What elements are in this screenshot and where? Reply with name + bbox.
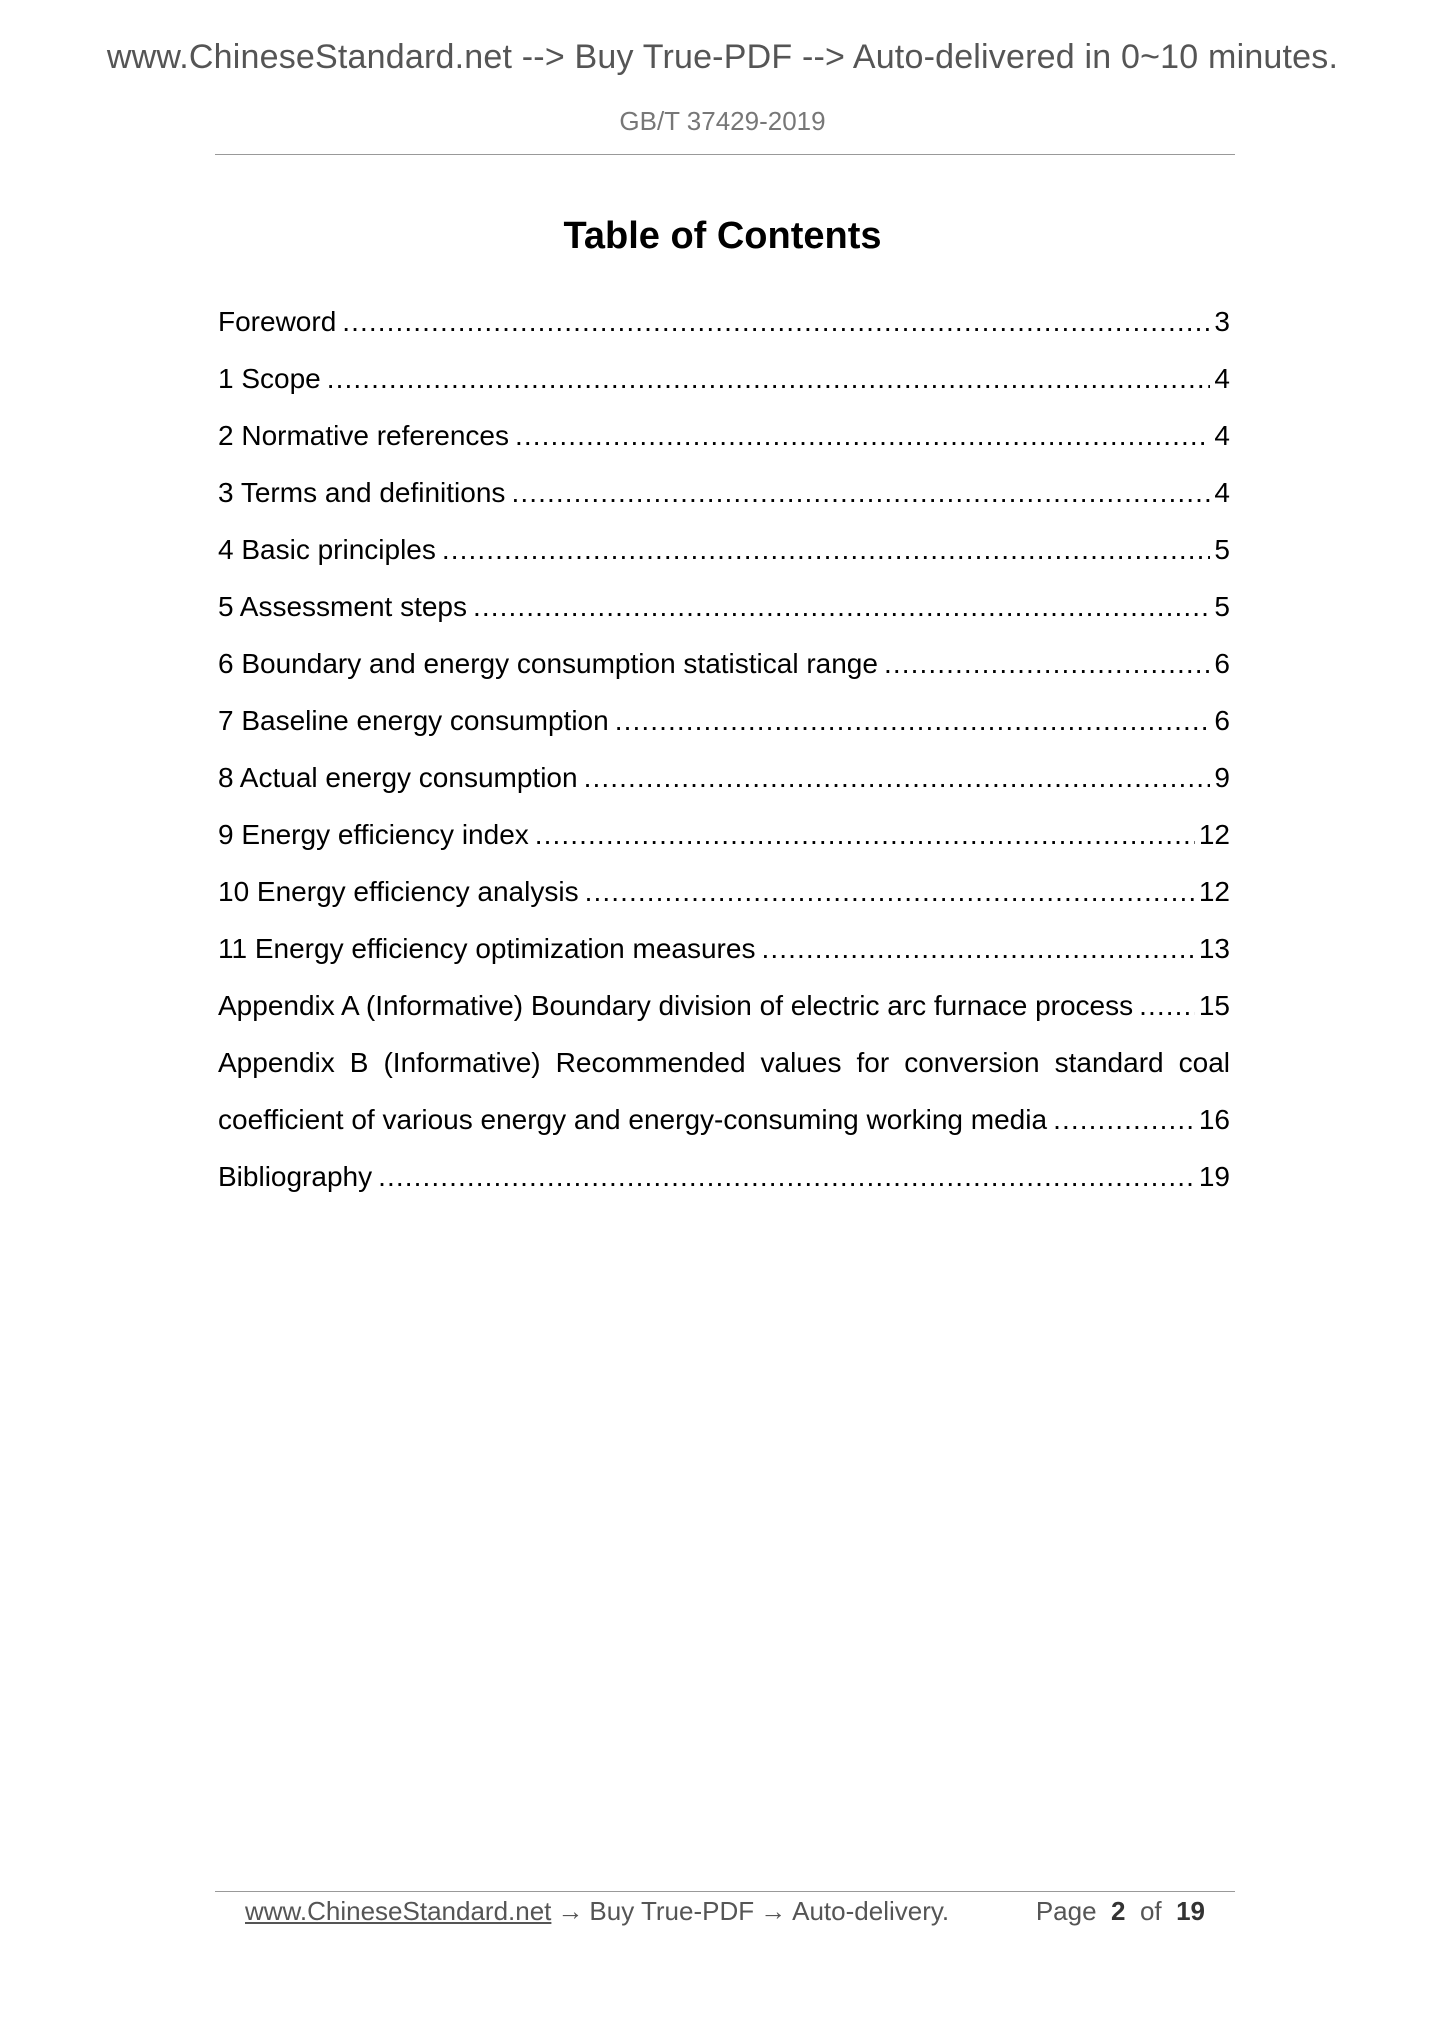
top-banner: www.ChineseStandard.net --> Buy True-PDF --> Auto-delivered in 0~10 minutes.: [106, 38, 1339, 76]
toc-leader-dots: [511, 476, 1210, 510]
toc-entry-label: 7 Baseline energy consumption: [218, 705, 609, 736]
toc-page-number: 5: [1214, 534, 1230, 565]
toc-page-number: 16: [1198, 1104, 1230, 1135]
toc-page-number: 4: [1214, 363, 1230, 394]
toc-entry-label: 10 Energy efficiency analysis: [218, 876, 579, 907]
footer-divider: [215, 1891, 1235, 1892]
toc-page-number: 13: [1198, 933, 1230, 964]
toc-page-number: 12: [1198, 819, 1230, 850]
page-word: Page: [1035, 1896, 1097, 1926]
toc-entry-actual-energy[interactable]: [218, 761, 1230, 818]
toc-page-number: 3: [1214, 306, 1230, 337]
of-word: of: [1139, 1896, 1162, 1926]
toc-leader-dots: [615, 704, 1211, 738]
toc-leader-dots: [1139, 989, 1195, 1023]
toc-entry-label: Appendix B (Informative) Recommended values for conversion standard coal: [218, 1047, 1230, 1078]
toc-entry-foreword[interactable]: [218, 305, 1230, 362]
toc-leader-dots: [327, 362, 1211, 396]
toc-leader-dots: [442, 533, 1211, 567]
toc-entry-assessment-steps[interactable]: [218, 590, 1230, 647]
toc-entry-label: 6 Boundary and energy consumption statistical range: [218, 648, 878, 679]
toc-page-number: 6: [1214, 648, 1230, 679]
toc-entry-label: 1 Scope: [218, 363, 321, 394]
toc-entry-optimization-measures[interactable]: [218, 932, 1230, 989]
toc-leader-dots: [473, 590, 1210, 624]
toc-page-number: 9: [1214, 762, 1230, 793]
document-code: GB/T 37429-2019: [619, 106, 826, 136]
toc-entry-label: 11 Energy efficiency optimization measures: [218, 933, 756, 964]
toc-page-number: 4: [1214, 420, 1230, 451]
arrow-right-icon: →: [760, 1896, 787, 1926]
toc-entry-label: Foreword: [218, 306, 337, 337]
total-pages-number: 19: [1176, 1896, 1205, 1926]
toc-page-number: 6: [1214, 705, 1230, 736]
toc-entry-boundary-range[interactable]: [218, 647, 1230, 704]
toc-entry-baseline-energy[interactable]: [218, 704, 1230, 761]
toc-entry-label: 3 Terms and definitions: [218, 477, 506, 508]
footer-website-link[interactable]: www.ChineseStandard.net: [245, 1896, 552, 1926]
toc-entry-label: Appendix A (Informative) Boundary division of electric arc furnace process: [218, 990, 1134, 1021]
toc-leader-dots: [584, 761, 1211, 795]
toc-title: Table of Contents: [563, 215, 882, 257]
toc-leader-dots: [515, 419, 1210, 453]
toc-entry-scope[interactable]: [218, 362, 1230, 419]
toc-leader-dots: [342, 305, 1210, 339]
toc-entry-appendix-b-line1[interactable]: [218, 1046, 1230, 1103]
toc-leader-dots: [1053, 1103, 1195, 1137]
toc-leader-dots: [535, 818, 1195, 852]
arrow-right-icon: →: [557, 1896, 584, 1926]
toc-entry-basic-principles[interactable]: [218, 533, 1230, 590]
toc-entry-terms-definitions[interactable]: [218, 476, 1230, 533]
toc-leader-dots: [761, 932, 1194, 966]
toc-entry-bibliography[interactable]: [218, 1160, 1230, 1217]
toc-entry-efficiency-analysis[interactable]: [218, 875, 1230, 932]
toc-entry-normative-references[interactable]: [218, 419, 1230, 476]
toc-leader-dots: [378, 1160, 1195, 1194]
toc-entry-efficiency-index[interactable]: [218, 818, 1230, 875]
toc-entry-label: coefficient of various energy and energy-consuming working media: [218, 1104, 1048, 1135]
toc-entry-label: 5 Assessment steps: [218, 591, 468, 622]
toc-entry-label: 8 Actual energy consumption: [218, 762, 578, 793]
toc-page-number: 12: [1198, 876, 1230, 907]
header-divider: [215, 154, 1235, 155]
toc-page-number: 15: [1198, 990, 1230, 1021]
toc-entry-appendix-a[interactable]: [218, 989, 1230, 1046]
footer-delivery-text: Auto-delivery.: [792, 1896, 950, 1926]
toc-entry-label: 4 Basic principles: [218, 534, 436, 565]
page-footer: [245, 1896, 1215, 1927]
toc-entry-appendix-b-line2[interactable]: [218, 1103, 1230, 1160]
toc-page-number: 4: [1214, 477, 1230, 508]
footer-buy-text: Buy True-PDF: [589, 1896, 755, 1926]
toc-entry-label: Bibliography: [218, 1161, 373, 1192]
toc-entry-label: 9 Energy efficiency index: [218, 819, 529, 850]
current-page-number: 2: [1111, 1896, 1126, 1926]
table-of-contents: [218, 305, 1230, 1217]
toc-page-number: 5: [1214, 591, 1230, 622]
page-indicator: [1036, 1896, 1205, 1927]
toc-leader-dots: [585, 875, 1195, 909]
toc-leader-dots: [884, 647, 1210, 681]
toc-entry-label: 2 Normative references: [218, 420, 510, 451]
toc-page-number: 19: [1198, 1161, 1230, 1192]
